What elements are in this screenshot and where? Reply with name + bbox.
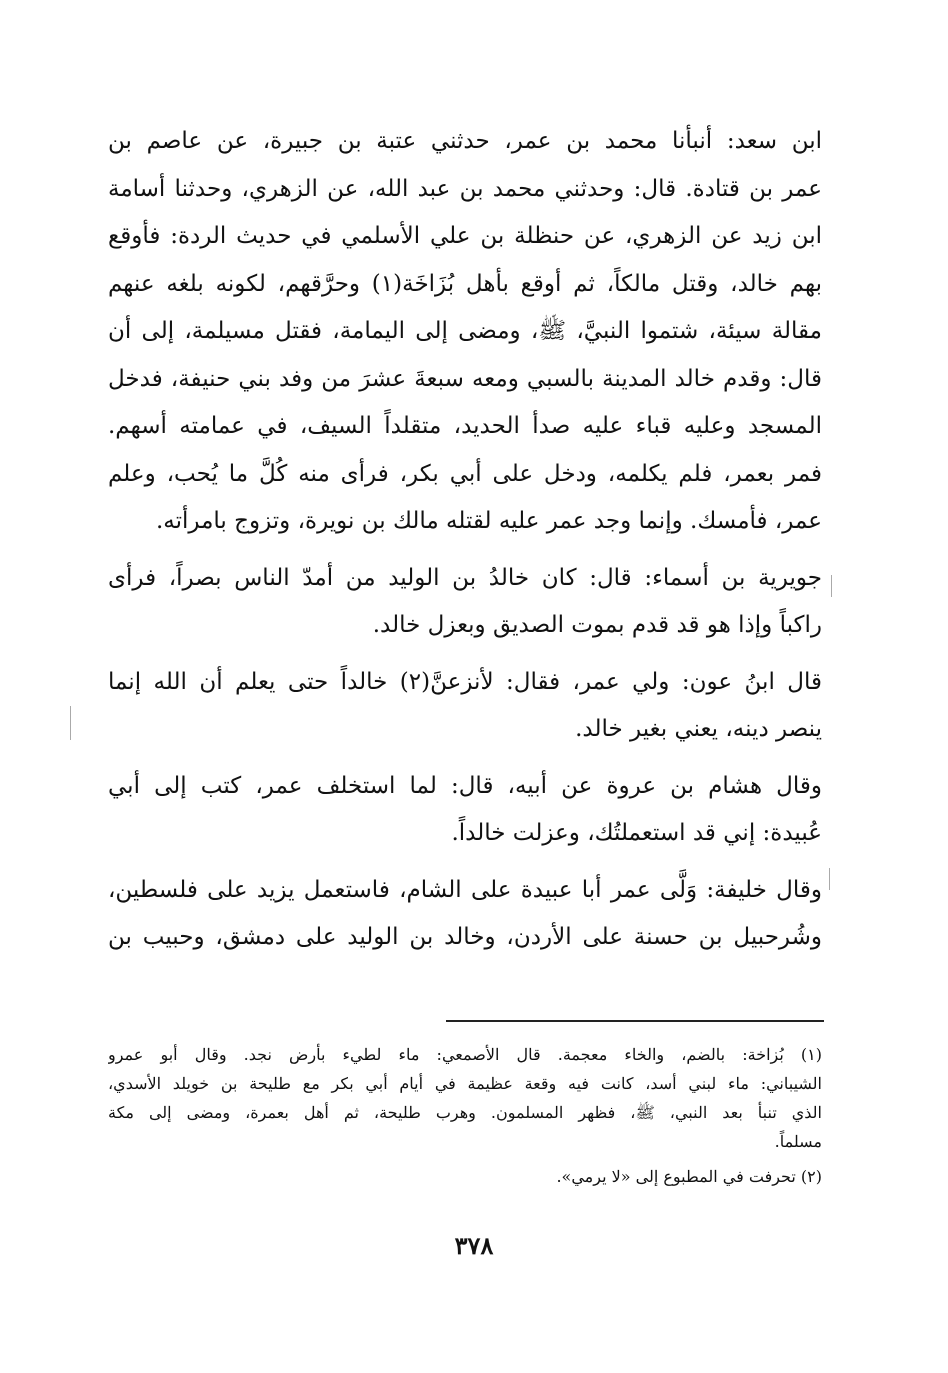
footnote-line: مسلماً. — [774, 1132, 822, 1151]
footnote-separator — [446, 1020, 824, 1022]
text-line: فمر بعمر، فلم يكلمه، ودخل على أبي بكر، فرأى منه كُلَّ ما يُحب، وعلم — [108, 460, 822, 487]
text-line: قال ابنُ عون: ولي عمر، فقال: لأنزعنَّ(٢) خالداً حتى يعلم أن الله إنما — [108, 668, 822, 695]
text-line: ابن زيد عن الزهري، عن حنظلة بن علي الأسلمي في حديث الردة: فأوقع — [108, 223, 822, 249]
text-line: راكباً وإذا هو قد قدم بموت الصديق وبعزل خالد. — [372, 612, 822, 638]
footnote-line: (١) بُزاخة: بالضم، والخاء معجمة. قال الأصمعي: ماء لطيء بأرض نجد. وقال أبو عمرو — [108, 1045, 822, 1064]
text-line: وقال هشام بن عروة عن أبيه، قال: لما استخلف عمر، كتب إلى أبي — [108, 772, 822, 799]
footnote-line: الذي تنبأ بعد النبي، ﷺ، فظهر المسلمون. وهرب طليحة، ثم أهل بعمرة، ومضى إلى مكة — [108, 1103, 822, 1122]
footnote-2 — [108, 1162, 822, 1191]
paragraph — [108, 118, 822, 546]
footnote-1 — [108, 1040, 822, 1156]
text-line: عمر بن قتادة. قال: وحدثني محمد بن عبد الله، عن الزهري، وحدثنا أسامة — [108, 175, 822, 202]
footnotes — [108, 1040, 822, 1191]
paragraph — [108, 555, 822, 650]
main-text — [108, 118, 822, 962]
margin-mark — [70, 706, 71, 740]
paragraph — [108, 659, 822, 754]
text-line: قال: وقدم خالد المدينة بالسبي ومعه سبعةَ عشرَ من وفد بني حنيفة، فدخل — [108, 365, 822, 392]
text-line: بهم خالد، وقتل مالكاً، ثم أوقع بأهل بُزَاخَة(١) وحرَّقهم، لكونه بلغه عنهم — [108, 270, 822, 297]
paragraph — [108, 763, 822, 858]
text-line: ينصر دينه، يعني بغير خالد. — [575, 716, 822, 742]
margin-mark — [831, 575, 832, 597]
text-line: عمر، فأمسك. وإنما وجد عمر عليه لقتله مالك بن نويرة، وتزوج بامرأته. — [155, 508, 822, 534]
paragraph — [108, 867, 822, 962]
page-number: ٣٧٨ — [454, 1231, 494, 1260]
margin-mark — [829, 868, 830, 890]
text-line: وشُرحبيل بن حسنة على الأردن، وخالد بن الوليد على دمشق، وحبيب بن — [108, 924, 822, 950]
text-line: جويرية بن أسماء: قال: كان خالدُ بن الوليد من أمدّ الناس بصراً، فرأى — [108, 564, 822, 591]
text-line: ابن سعد: أنبأنا محمد بن عمر، حدثني عتبة بن جبيرة، عن عاصم بن — [108, 128, 822, 154]
text-line: مقالة سيئة، شتموا النبيَّ، ﷺ، ومضى إلى اليمامة، فقتل مسيلمة، إلى أن — [108, 318, 822, 344]
text-line: عُبيدة: إني قد استعملتُك، وعزلت خالداً. — [451, 820, 822, 846]
footnote-line: (٢) تحرفت في المطبوع إلى «لا يرمي». — [556, 1167, 822, 1186]
text-line: وقال خليفة: وَلَّى عمر أبا عبيدة على الشام، فاستعمل يزيد على فلسطين، — [108, 876, 822, 903]
text-line: المسجد وعليه قباء عليه صدأ الحديد، متقلداً السيف، في عمامته أسهم. — [108, 413, 822, 439]
footnote-line: الشيباني: ماء لبني أسد، كانت فيه وقعة عظيمة في أيام أبي بكر مع طليحة بن خويلد الأسدي، — [108, 1074, 822, 1093]
